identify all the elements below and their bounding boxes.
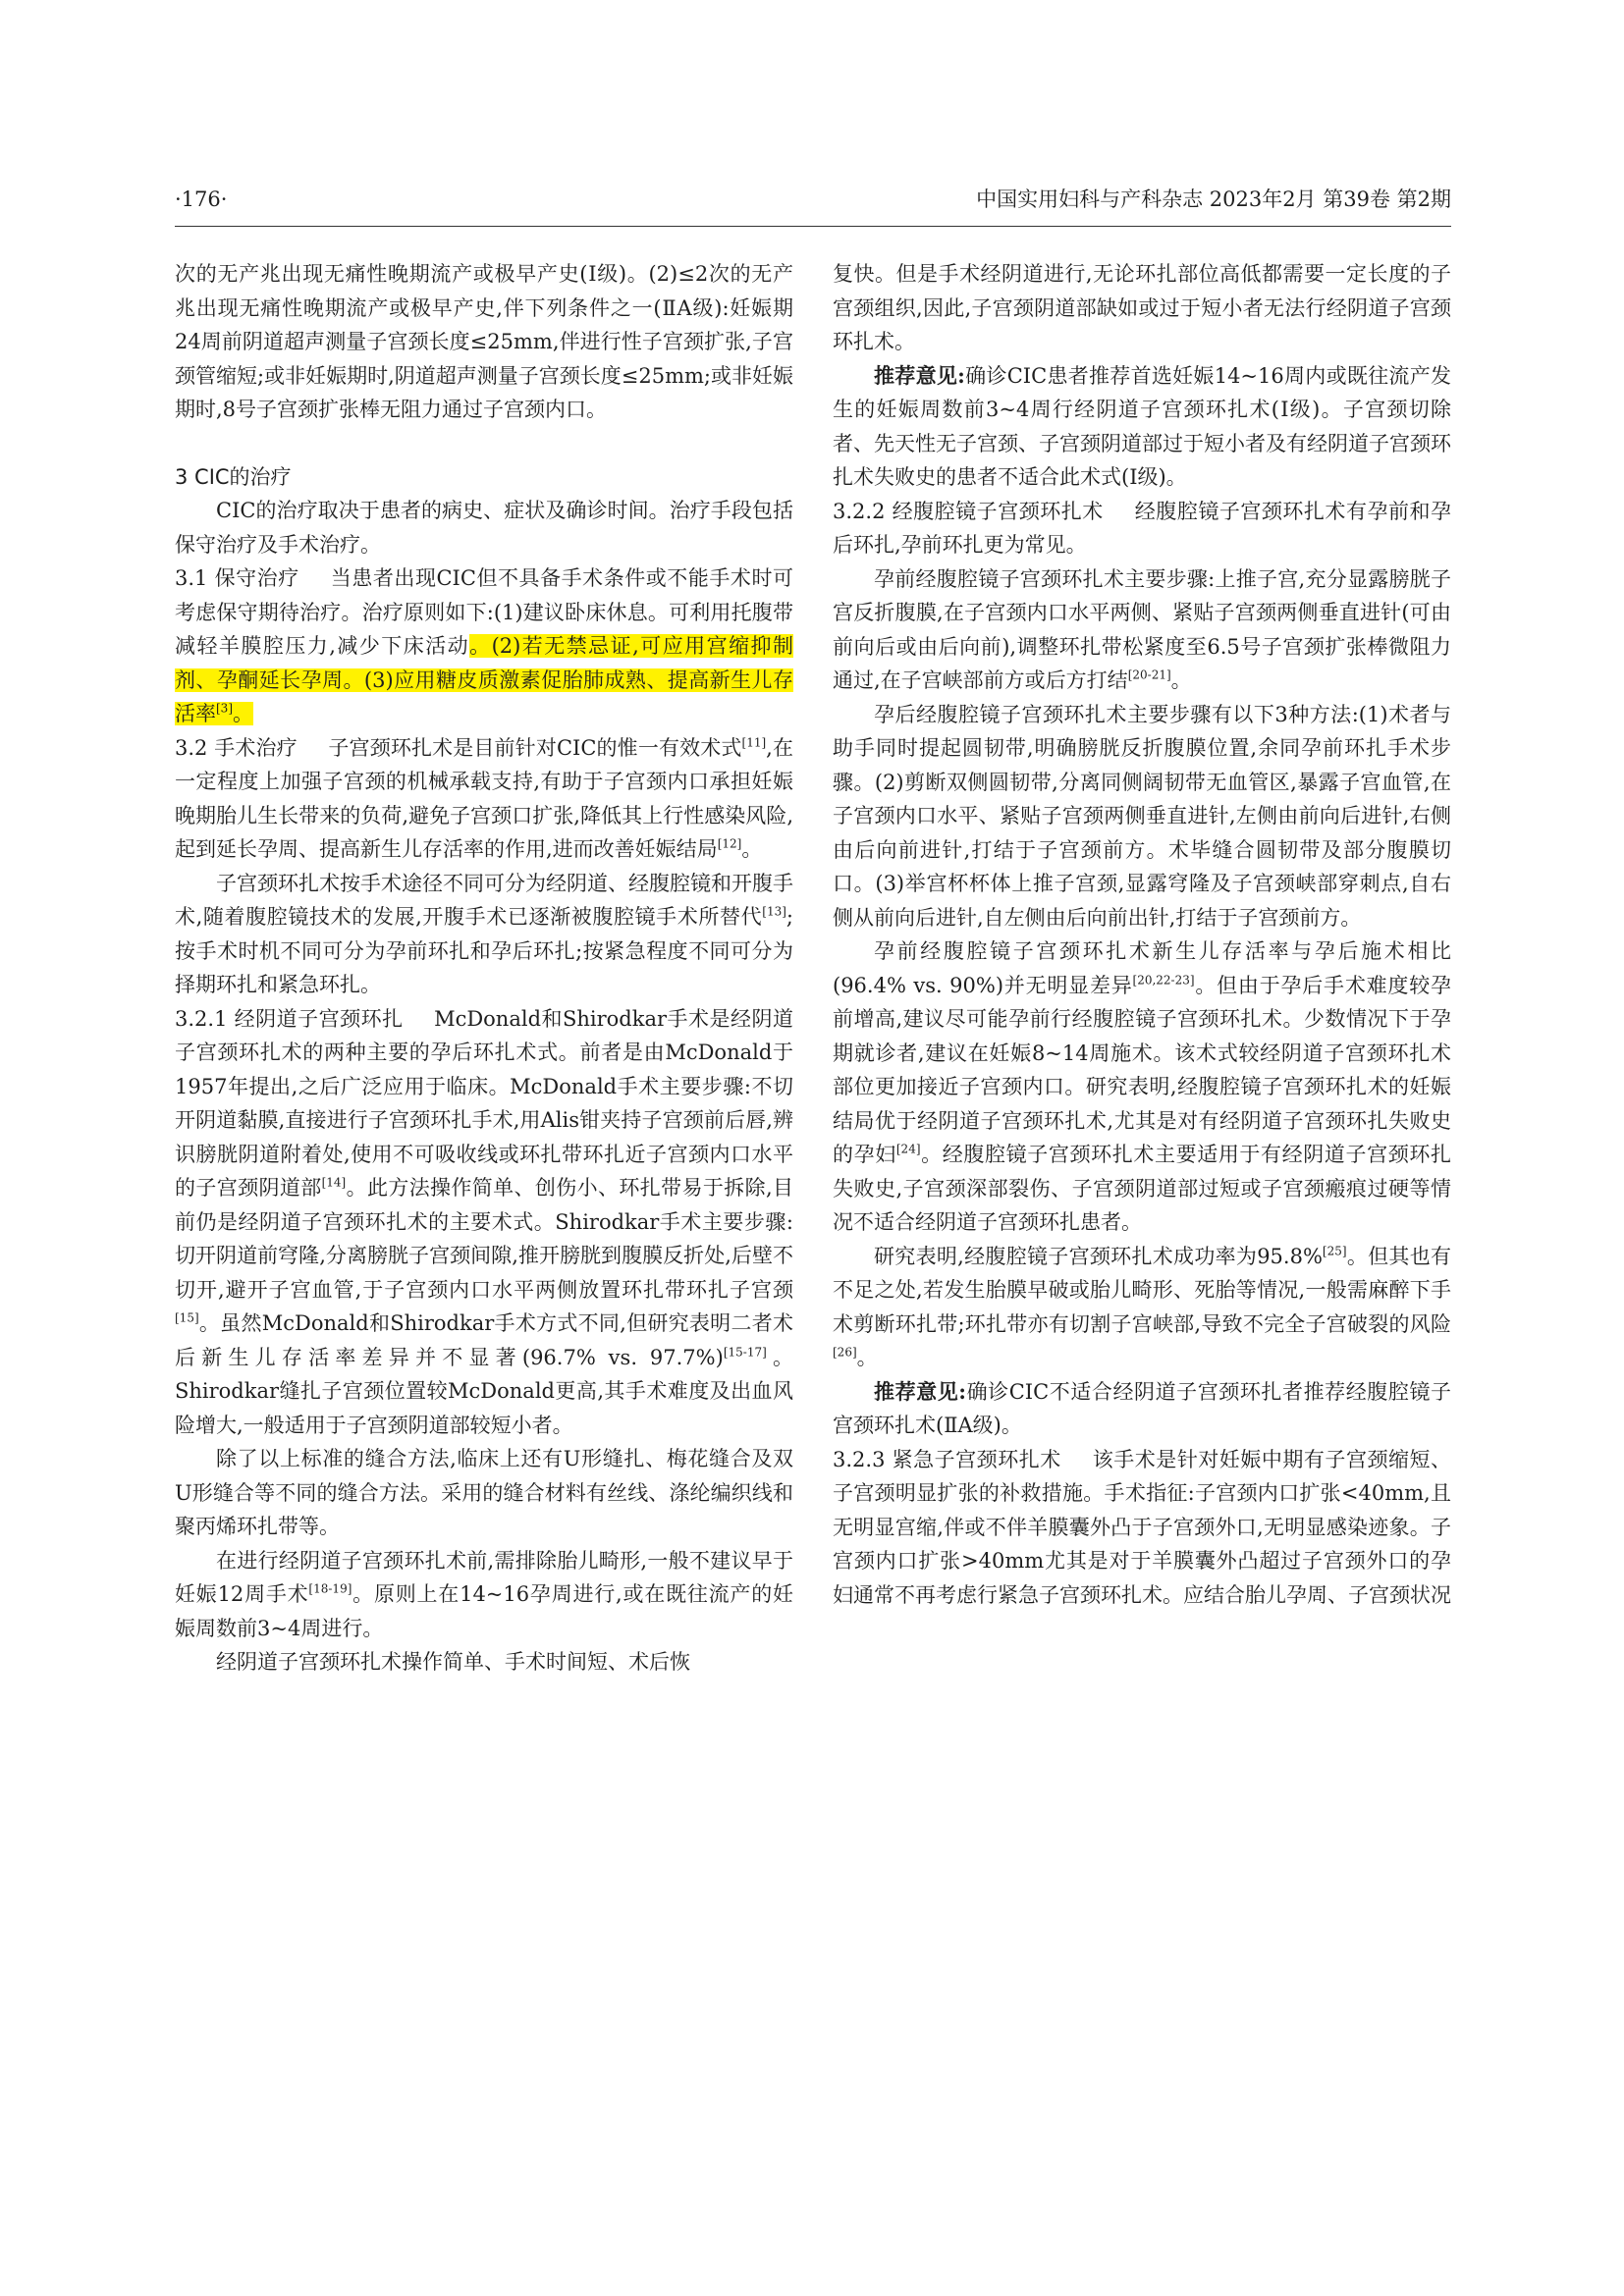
paragraph: 研究表明,经腹腔镜子宫颈环扎术成功率为95.8%[25]。但其也有不足之处,若发生胎膜早破或胎儿畸形、死胎等情况,一般需麻醉下手术剪断环扎带;环扎带亦有切割子宫峡部,导致不完全子宫破裂的风险[26]。: [833, 1244, 1451, 1369]
citation: [15]: [175, 1310, 199, 1325]
paragraph: 3.2.3 紧急子宫颈环扎术 该手术是针对妊娠中期有子宫颈缩短、子宫颈明显扩张的补救措施。手术指征:子宫颈内口扩张<40mm,且无明显宫缩,伴或不伴羊膜囊外凸于子宫颈外口,无明显感染迹象。子宫颈内口扩张>40mm尤其是对于羊膜囊外凸超过子宫颈外口的孕妇通常不再考虑行紧急子宫颈环扎术。应结合胎儿孕周、子宫颈状况: [833, 1447, 1451, 1607]
recommendation-label: 推荐意见:: [874, 362, 965, 388]
citation: [20,22-23]: [1132, 973, 1195, 988]
journal-info: 中国实用妇科与产科杂志 2023年2月 第39卷 第2期: [976, 187, 1451, 211]
paragraph: 在进行经阴道子宫颈环扎术前,需排除胎儿畸形,一般不建议早于妊娠12周手术[18-19]。原则上在14~16孕周进行,或在既往流产的妊娠周数前3~4周进行。: [175, 1548, 793, 1640]
paragraph: 孕前经腹腔镜子宫颈环扎术主要步骤:上推子宫,充分显露膀胱子宫反折腹膜,在子宫颈内口水平两侧、紧贴子宫颈两侧垂直进针(可由前向后或由后向前),调整环扎带松紧度至6.5号子宫颈扩张棒微阻力通过,在子宫峡部前方或后方打结[20-21]。: [833, 566, 1451, 692]
paragraph: 3.2.1 经阴道子宫颈环扎 McDonald和Shirodkar手术是经阴道子宫颈环扎术的两种主要的孕后环扎术式。前者是由McDonald于1957年提出,之后广泛应用于临床。McDonald手术主要步骤:不切开阴道黏膜,直接进行子宫颈环扎手术,用Alis钳夹持子宫颈前后唇,辨识膀胱阴道附着处,使用不可吸收线或环扎带环扎近子宫颈内口水平的子宫颈阴道部[14]。此方法操作简单、创伤小、环扎带易于拆除,目前仍是经阴道子宫颈环扎术的主要术式。Shirodkar手术主要步骤:切开阴道前穹隆,分离膀胱子宫颈间隙,推开膀胱到腹膜反折处,后壁不切开,避开子宫血管,于子宫颈内口水平两侧放置环扎带环扎子宫颈[15]。虽然McDonald和Shirodkar手术方式不同,但研究表明二者术后新生儿存活率差异并不显著(96.7% vs. 97.7%)[15-17]。Shirodkar缝扎子宫颈位置较McDonald更高,其手术难度及出血风险增大,一般适用于子宫颈阴道部较短小者。: [175, 1006, 793, 1437]
right-column: [833, 257, 1451, 2181]
citation: [20-21]: [1127, 667, 1171, 682]
citation: [14]: [321, 1175, 347, 1190]
paragraph: 推荐意见:确诊CIC不适合经阴道子宫颈环扎者推荐经腹腔镜子宫颈环扎术(ⅡA级)。: [833, 1378, 1451, 1437]
subsection-heading: 3.2.1 经阴道子宫颈环扎: [175, 1006, 404, 1031]
citation: [18-19]: [308, 1581, 352, 1596]
highlighted-text: 。(2)若无禁忌证,可应用宫缩抑制剂、孕酮延长孕周。(3)应用糖皮质激素促胎肺成熟、提高新生儿存活率[3]。: [175, 634, 793, 725]
paragraph: 子宫颈环扎术按手术途径不同可分为经阴道、经腹腔镜和开腹手术,随着腹腔镜技术的发展,开腹手术已逐渐被腹腔镜手术所替代[13];按手术时机不同可分为孕前环扎和孕后环扎;按紧急程度不同可分为择期环扎和紧急环扎。: [175, 871, 793, 996]
paragraph: 3.1 保守治疗 当患者出现CIC但不具备手术条件或不能手术时可考虑保守期待治疗。治疗原则如下:(1)建议卧床休息。可利用托腹带减轻羊膜腔压力,减少下床活动。(2)若无禁忌证,可应用宫缩抑制剂、孕酮延长孕周。(3)应用糖皮质激素促胎肺成熟、提高新生儿存活率[3]。: [175, 566, 793, 725]
paragraph: 孕后经腹腔镜子宫颈环扎术主要步骤有以下3种方法:(1)术者与助手同时提起圆韧带,明确膀胱反折腹膜位置,余同孕前环扎手术步骤。(2)剪断双侧圆韧带,分离同侧阔韧带无血管区,暴露子宫血管,在子宫颈内口水平、紧贴子宫颈两侧垂直进针,左侧由前向后进针,右侧由后向前进针,打结于子宫颈前方。术毕缝合圆韧带及部分腹膜切口。(3)举宫杯杯体上推子宫颈,显露穹隆及子宫颈峡部穿刺点,自右侧从前向后进针,自左侧由后向前出针,打结于子宫颈前方。: [833, 702, 1451, 930]
subsection-heading: 3.2 手术治疗: [175, 735, 298, 760]
paragraph: 复快。但是手术经阴道进行,无论环扎部位高低都需要一定长度的子宫颈组织,因此,子宫颈阴道部缺如或过于短小者无法行经阴道子宫颈环扎术。: [833, 262, 1451, 353]
subsection-heading: 3.1 保守治疗: [175, 566, 299, 590]
citation: [12]: [717, 836, 742, 851]
header-rule: [175, 226, 1451, 227]
citation: [25]: [1322, 1244, 1347, 1258]
paragraph: 3.2.2 经腹腔镜子宫颈环扎术 经腹腔镜子宫颈环扎术有孕前和孕后环扎,孕前环扎更为常见。: [833, 499, 1451, 557]
paragraph: 推荐意见:确诊CIC患者推荐首选妊娠14~16周内或既往流产发生的妊娠周数前3~4周行经阴道子宫颈环扎术(Ⅰ级)。子宫颈切除者、先天性无子宫颈、子宫颈阴道部过于短小者及有经阴道子宫颈环扎术失败史的患者不适合此术式(Ⅰ级)。: [833, 362, 1451, 489]
citation: [3]: [216, 701, 233, 716]
paragraph: CIC的治疗取决于患者的病史、症状及确诊时间。治疗手段包括保守治疗及手术治疗。: [175, 499, 793, 557]
subsection-heading: 3.2.2 经腹腔镜子宫颈环扎术: [833, 499, 1104, 523]
subsection-heading: 3.2.3 紧急子宫颈环扎术: [833, 1447, 1061, 1471]
citation: [24]: [895, 1142, 921, 1156]
page-number: ·176·: [175, 187, 228, 211]
paragraph: 除了以上标准的缝合方法,临床上还有U形缝扎、梅花缝合及双U形缝合等不同的缝合方法。采用的缝合材料有丝线、涤纶编织线和聚丙烯环扎带等。: [175, 1447, 793, 1538]
left-column: [175, 257, 793, 2181]
paragraph: 3.2 手术治疗 子宫颈环扎术是目前针对CIC的惟一有效术式[11],在一定程度上加强子宫颈的机械承载支持,有助于子宫颈内口承担妊娠晚期胎儿生长带来的负荷,避免子宫颈口扩张,降低其上行性感染风险,起到延长孕周、提高新生儿存活率的作用,进而改善妊娠结局[12]。: [175, 735, 793, 861]
paragraph: 次的无产兆出现无痛性晚期流产或极早产史(Ⅰ级)。(2)≤2次的无产兆出现无痛性晚期流产或极早产史,伴下列条件之一(ⅡA级):妊娠期24周前阴道超声测量子宫颈长度≤25mm,伴进行性子宫颈扩张,子宫颈管缩短;或非妊娠期时,阴道超声测量子宫颈长度≤25mm;或非妊娠期时,8号子宫颈扩张棒无阻力通过子宫颈内口。: [175, 262, 793, 421]
citation: [11]: [741, 735, 767, 750]
running-header: [175, 180, 1451, 219]
citation: [26]: [833, 1345, 857, 1360]
paragraph: 经阴道子宫颈环扎术操作简单、手术时间短、术后恢: [216, 1650, 690, 1674]
paragraph: 孕前经腹腔镜子宫颈环扎术新生儿存活率与孕后施术相比(96.4% vs. 90%)并无明显差异[20,22-23]。但由于孕后手术难度较孕前增高,建议尽可能孕前行经腹腔镜子宫颈环扎术。少数情况下于孕期就诊者,建议在妊娠8~14周施术。该术式较经阴道子宫颈环扎术部位更加接近子宫颈内口。研究表明,经腹腔镜子宫颈环扎术的妊娠结局优于经阴道子宫颈环扎术,尤其是对有经阴道子宫颈环扎失败史的孕妇[24]。经腹腔镜子宫颈环扎术主要适用于有经阴道子宫颈环扎失败史,子宫颈深部裂伤、子宫颈阴道部过短或子宫颈瘢痕过硬等情况不适合经阴道子宫颈环扎患者。: [833, 939, 1451, 1234]
recommendation-label: 推荐意见:: [874, 1378, 967, 1404]
citation: [13]: [762, 904, 786, 919]
citation: [15-17]: [723, 1345, 767, 1360]
section-heading: 3 CIC的治疗: [175, 464, 292, 489]
